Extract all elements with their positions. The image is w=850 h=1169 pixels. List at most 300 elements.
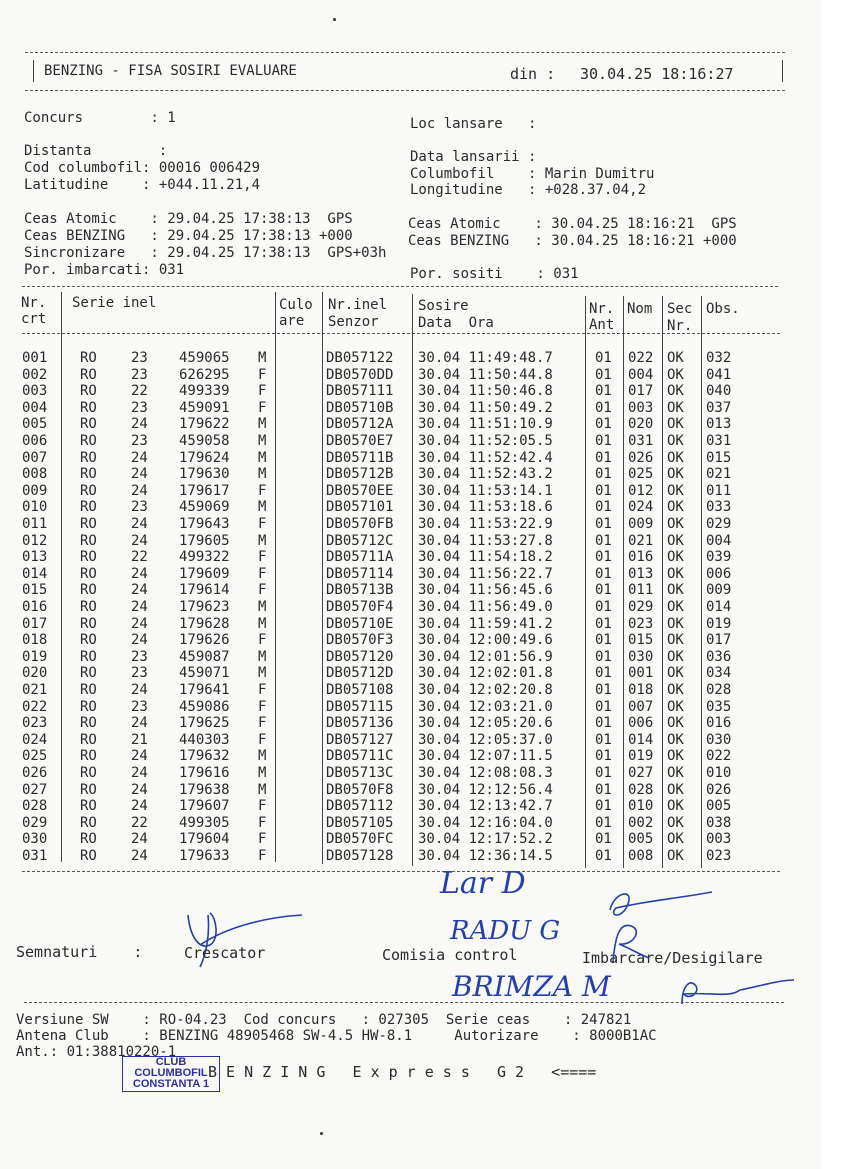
cell-sosire: 30.04 11:52:43.2: [418, 466, 553, 483]
cell-yr: 24: [131, 482, 148, 499]
cell-nrant: 01: [595, 765, 612, 781]
cell-ro: RO: [80, 565, 97, 582]
cell-sex: M: [258, 532, 267, 549]
cell-num: 179605: [179, 532, 230, 549]
cell-nr: 018: [22, 632, 48, 649]
page-margin: [822, 0, 850, 1169]
cell-inel: DB05712D: [326, 665, 394, 682]
cell-ro: RO: [80, 433, 97, 449]
cell-nom: 003: [628, 399, 654, 416]
cell-obs: 014: [706, 599, 732, 615]
cell-sosire: 30.04 12:08:08.3: [418, 765, 553, 781]
col-header-nom: Nom: [627, 301, 653, 317]
cell-yr: 24: [131, 615, 148, 632]
cell-inel: DB057115: [326, 698, 394, 715]
cell-yr: 24: [131, 532, 148, 549]
cell-num: 179638: [179, 781, 230, 798]
cell-obs: 010: [706, 765, 732, 781]
cell-sec: OK: [667, 798, 684, 815]
cell-ro: RO: [80, 383, 97, 400]
cell-num: 179643: [179, 516, 230, 532]
concurs-field: Concurs : 1: [24, 110, 176, 126]
cell-sex: M: [258, 765, 267, 781]
table-row: [0, 350, 822, 366]
cell-inel: DB057114: [326, 565, 394, 582]
cell-inel: DB0570F3: [326, 632, 394, 649]
cell-sec: OK: [667, 632, 684, 649]
cell-obs: 009: [706, 582, 732, 599]
cell-ro: RO: [80, 698, 97, 715]
col-header-senzor: Senzor: [328, 314, 379, 330]
cell-num: 179624: [179, 449, 230, 466]
cell-obs: 041: [706, 366, 732, 383]
cell-nom: 014: [628, 731, 654, 748]
table-row: [0, 499, 822, 515]
cell-yr: 24: [131, 632, 148, 649]
cell-inel: DB05712A: [326, 416, 394, 433]
cod-columbofil-field: Cod columbofil: 00016 006429: [24, 160, 261, 176]
cell-nrant: 01: [595, 499, 612, 516]
table-row: [0, 732, 822, 748]
table-row: [0, 383, 822, 399]
cell-nr: 006: [22, 433, 48, 449]
cell-inel: DB057127: [326, 731, 394, 748]
cell-obs: 016: [706, 715, 732, 732]
cell-num: 459065: [179, 350, 230, 366]
cell-nom: 011: [628, 582, 654, 599]
header-top-border: [25, 52, 785, 53]
cell-ro: RO: [80, 665, 97, 682]
cell-nom: 029: [628, 599, 654, 615]
cell-ro: RO: [80, 399, 97, 416]
cell-yr: 24: [131, 466, 148, 483]
cell-sosire: 30.04 11:52:05.5: [418, 433, 553, 449]
cell-obs: 030: [706, 731, 732, 748]
cell-obs: 032: [706, 350, 732, 366]
cell-sosire: 30.04 11:51:10.9: [418, 416, 553, 433]
cell-sec: OK: [667, 781, 684, 798]
cell-nom: 020: [628, 416, 654, 433]
cell-ro: RO: [80, 831, 97, 848]
table-row: [0, 848, 822, 864]
cell-nom: 027: [628, 765, 654, 781]
cell-num: 179617: [179, 482, 230, 499]
table-header-border: [22, 333, 780, 334]
cell-ro: RO: [80, 648, 97, 665]
cell-sex: F: [258, 632, 267, 649]
cell-sosire: 30.04 11:50:49.2: [418, 399, 553, 416]
cell-yr: 24: [131, 748, 148, 765]
cell-nom: 023: [628, 615, 654, 632]
cell-nrant: 01: [595, 665, 612, 682]
cell-sosire: 30.04 11:50:44.8: [418, 366, 553, 383]
cell-sec: OK: [667, 698, 684, 715]
cell-yr: 22: [131, 383, 148, 400]
cell-nrant: 01: [595, 350, 612, 366]
report-title: BENZING - FISA SOSIRI EVALUARE: [44, 63, 297, 79]
cell-ro: RO: [80, 682, 97, 698]
table-row: [0, 433, 822, 449]
cell-inel: DB057136: [326, 715, 394, 732]
col-header-culoare-2: are: [279, 313, 305, 329]
cell-nrant: 01: [595, 814, 612, 831]
cell-sex: F: [258, 383, 267, 400]
cell-sec: OK: [667, 433, 684, 449]
punch-mark: [333, 18, 336, 21]
handwritten-signature: RADU G: [450, 916, 561, 946]
cell-sex: F: [258, 682, 267, 698]
cell-nrant: 01: [595, 399, 612, 416]
crescator-signature-scribble: [170, 905, 310, 975]
col-header-data-ora: Data Ora: [418, 315, 494, 331]
cell-sosire: 30.04 11:56:45.6: [418, 582, 553, 599]
cell-obs: 029: [706, 516, 732, 532]
col-header-crt: crt: [21, 311, 47, 327]
cell-sex: M: [258, 449, 267, 466]
cell-sec: OK: [667, 416, 684, 433]
cell-yr: 24: [131, 781, 148, 798]
cell-inel: DB0570F8: [326, 781, 394, 798]
col-header-sec-nr: Nr.: [667, 318, 693, 334]
cell-yr: 24: [131, 449, 148, 466]
cell-nr: 019: [22, 648, 48, 665]
cell-sosire: 30.04 12:05:20.6: [418, 715, 553, 732]
cell-yr: 24: [131, 582, 148, 599]
longitudine-field: Longitudine : +028.37.04,2: [410, 182, 647, 198]
stamp-line: CONSTANTA 1: [132, 1078, 210, 1090]
cell-num: 499305: [179, 814, 230, 831]
cell-nom: 006: [628, 715, 654, 732]
cell-obs: 003: [706, 831, 732, 848]
cell-obs: 019: [706, 615, 732, 632]
cell-nr: 012: [22, 532, 48, 549]
cell-ro: RO: [80, 748, 97, 765]
cell-yr: 22: [131, 814, 148, 831]
cell-obs: 017: [706, 632, 732, 649]
table-row: [0, 416, 822, 432]
columbofil-field: Columbofil : Marin Dumitru: [410, 166, 655, 182]
cell-nr: 008: [22, 466, 48, 483]
latitudine-field: Latitudine : +044.11.21,4: [24, 177, 261, 193]
cell-ro: RO: [80, 615, 97, 632]
cell-ro: RO: [80, 516, 97, 532]
cell-nom: 019: [628, 748, 654, 765]
cell-ro: RO: [80, 482, 97, 499]
cell-yr: 23: [131, 350, 148, 366]
table-row: [0, 665, 822, 681]
cell-nrant: 01: [595, 748, 612, 765]
cell-sex: F: [258, 715, 267, 732]
cell-yr: 24: [131, 798, 148, 815]
cell-sosire: 30.04 11:54:18.2: [418, 549, 553, 566]
cell-ro: RO: [80, 765, 97, 781]
cell-sec: OK: [667, 615, 684, 632]
table-row: [0, 616, 822, 632]
cell-nom: 001: [628, 665, 654, 682]
cell-inel: DB057108: [326, 682, 394, 698]
cell-sec: OK: [667, 665, 684, 682]
cell-sex: F: [258, 516, 267, 532]
cell-nom: 016: [628, 549, 654, 566]
cell-sex: F: [258, 731, 267, 748]
cell-nom: 010: [628, 798, 654, 815]
cell-num: 459071: [179, 665, 230, 682]
cell-sec: OK: [667, 682, 684, 698]
cell-num: 179604: [179, 831, 230, 848]
cell-nrant: 01: [595, 433, 612, 449]
cell-num: 459091: [179, 399, 230, 416]
cell-sosire: 30.04 12:05:37.0: [418, 731, 553, 748]
cell-nr: 010: [22, 499, 48, 516]
cell-yr: 24: [131, 831, 148, 848]
cell-num: 179633: [179, 848, 230, 864]
cell-nom: 004: [628, 366, 654, 383]
cell-sex: F: [258, 798, 267, 815]
table-row: [0, 632, 822, 648]
cell-obs: 015: [706, 449, 732, 466]
table-row: [0, 582, 822, 598]
cell-nrant: 01: [595, 698, 612, 715]
cell-yr: 23: [131, 665, 148, 682]
cell-nom: 018: [628, 682, 654, 698]
cell-sex: F: [258, 565, 267, 582]
cell-sec: OK: [667, 449, 684, 466]
cell-sosire: 30.04 11:53:22.9: [418, 516, 553, 532]
cell-num: 459069: [179, 499, 230, 516]
cell-num: 179641: [179, 682, 230, 698]
cell-yr: 24: [131, 682, 148, 698]
cell-nrant: 01: [595, 648, 612, 665]
table-row: [0, 699, 822, 715]
cell-sosire: 30.04 12:17:52.2: [418, 831, 553, 848]
ceas-benzing-end: Ceas BENZING : 30.04.25 18:16:21 +000: [408, 233, 737, 249]
cell-num: 179630: [179, 466, 230, 483]
cell-inel: DB057122: [326, 350, 394, 366]
cell-sex: M: [258, 665, 267, 682]
cell-nr: 021: [22, 682, 48, 698]
cell-sosire: 30.04 12:12:56.4: [418, 781, 553, 798]
cell-inel: DB05713C: [326, 765, 394, 781]
col-header-nr-ant: Nr.: [589, 301, 615, 317]
cell-nom: 031: [628, 433, 654, 449]
cell-nom: 013: [628, 565, 654, 582]
cell-sosire: 30.04 12:36:14.5: [418, 848, 553, 864]
cell-nr: 024: [22, 731, 48, 748]
cell-sosire: 30.04 11:49:48.7: [418, 350, 553, 366]
cell-obs: 039: [706, 549, 732, 566]
cell-sec: OK: [667, 748, 684, 765]
cell-num: 179622: [179, 416, 230, 433]
cell-yr: 24: [131, 416, 148, 433]
header-left-border: [33, 60, 34, 82]
cell-sosire: 30.04 11:53:14.1: [418, 482, 553, 499]
cell-yr: 23: [131, 648, 148, 665]
ceas-benzing-start: Ceas BENZING : 29.04.25 17:38:13 +000: [24, 228, 353, 244]
cell-inel: DB05711A: [326, 549, 394, 566]
cell-sosire: 30.04 12:02:01.8: [418, 665, 553, 682]
cell-num: 179616: [179, 765, 230, 781]
cell-ro: RO: [80, 350, 97, 366]
table-row: [0, 765, 822, 781]
cell-nom: 026: [628, 449, 654, 466]
ceas-atomic-end: Ceas Atomic : 30.04.25 18:16:21 GPS: [408, 216, 737, 232]
cell-sosire: 30.04 12:16:04.0: [418, 814, 553, 831]
col-header-sosire: Sosire: [418, 298, 469, 314]
cell-nr: 002: [22, 366, 48, 383]
cell-inel: DB05713B: [326, 582, 394, 599]
cell-sec: OK: [667, 731, 684, 748]
cell-nrant: 01: [595, 715, 612, 732]
benzing-express-line: B E N Z I N G E x p r e s s G 2 <====: [208, 1063, 597, 1081]
cell-num: 179628: [179, 615, 230, 632]
cell-num: 626295: [179, 366, 230, 383]
cell-inel: DB0570FC: [326, 831, 394, 848]
cell-inel: DB057128: [326, 848, 394, 864]
table-row: [0, 748, 822, 764]
cell-inel: DB0570F4: [326, 599, 394, 615]
cell-inel: DB057111: [326, 383, 394, 400]
cell-nrant: 01: [595, 366, 612, 383]
cell-obs: 040: [706, 383, 732, 400]
cell-obs: 035: [706, 698, 732, 715]
stamp-line: CLUB: [155, 1056, 187, 1068]
cell-sex: M: [258, 748, 267, 765]
cell-inel: DB0570EE: [326, 482, 394, 499]
cell-sec: OK: [667, 848, 684, 864]
cell-yr: 23: [131, 399, 148, 416]
cell-sec: OK: [667, 532, 684, 549]
cell-nrant: 01: [595, 848, 612, 864]
final-signature-scribble: [670, 972, 800, 1012]
cell-yr: 24: [131, 715, 148, 732]
cell-nrant: 01: [595, 449, 612, 466]
report-date-label: din :: [510, 65, 556, 83]
cell-obs: 028: [706, 682, 732, 698]
cell-obs: 026: [706, 781, 732, 798]
cell-num: 179626: [179, 632, 230, 649]
cell-sosire: 30.04 12:00:49.6: [418, 632, 553, 649]
cell-nr: 013: [22, 549, 48, 566]
cell-obs: 036: [706, 648, 732, 665]
cell-ro: RO: [80, 366, 97, 383]
cell-ro: RO: [80, 798, 97, 815]
cell-sec: OK: [667, 582, 684, 599]
header-right-border: [782, 60, 783, 82]
cell-sec: OK: [667, 765, 684, 781]
cell-obs: 006: [706, 565, 732, 582]
cell-nr: 005: [22, 416, 48, 433]
cell-nom: 007: [628, 698, 654, 715]
cell-num: 440303: [179, 731, 230, 748]
cell-sex: M: [258, 781, 267, 798]
cell-yr: 21: [131, 731, 148, 748]
cell-nr: 027: [22, 781, 48, 798]
cell-ro: RO: [80, 466, 97, 483]
cell-nr: 004: [22, 399, 48, 416]
cell-nrant: 01: [595, 599, 612, 615]
cell-obs: 021: [706, 466, 732, 483]
cell-inel: DB057120: [326, 648, 394, 665]
cell-nom: 002: [628, 814, 654, 831]
ceas-atomic-start: Ceas Atomic : 29.04.25 17:38:13 GPS: [24, 211, 353, 227]
cell-sosire: 30.04 11:56:49.0: [418, 599, 553, 615]
cell-obs: 023: [706, 848, 732, 864]
cell-inel: DB0570E7: [326, 433, 394, 449]
punch-mark: [320, 1132, 323, 1135]
cell-sosire: 30.04 11:50:46.8: [418, 383, 553, 400]
cell-ro: RO: [80, 715, 97, 732]
cell-nom: 022: [628, 350, 654, 366]
cell-nom: 008: [628, 848, 654, 864]
table-row: [0, 516, 822, 532]
cell-inel: DB057112: [326, 798, 394, 815]
cell-sec: OK: [667, 499, 684, 516]
cell-sex: M: [258, 499, 267, 516]
cell-inel: DB057105: [326, 814, 394, 831]
table-row: [0, 715, 822, 731]
cell-ro: RO: [80, 449, 97, 466]
cell-sec: OK: [667, 565, 684, 582]
cell-num: 459087: [179, 648, 230, 665]
cell-obs: 004: [706, 532, 732, 549]
cell-num: 179623: [179, 599, 230, 615]
cell-yr: 24: [131, 599, 148, 615]
cell-num: 459058: [179, 433, 230, 449]
cell-sosire: 30.04 11:59:41.2: [418, 615, 553, 632]
table-bottom-border: [22, 871, 780, 872]
cell-sex: F: [258, 582, 267, 599]
cell-sosire: 30.04 11:52:42.4: [418, 449, 553, 466]
cell-nr: 031: [22, 848, 48, 864]
cell-nrant: 01: [595, 682, 612, 698]
cell-nr: 026: [22, 765, 48, 781]
header-bottom-border: [25, 90, 785, 91]
handwritten-signature: Lar D: [440, 866, 526, 901]
cell-ro: RO: [80, 416, 97, 433]
cell-yr: 23: [131, 433, 148, 449]
cell-obs: 033: [706, 499, 732, 516]
cell-sec: OK: [667, 549, 684, 566]
cell-sec: OK: [667, 599, 684, 615]
cell-obs: 034: [706, 665, 732, 682]
cell-sec: OK: [667, 516, 684, 532]
cell-nom: 015: [628, 632, 654, 649]
cell-num: 179625: [179, 715, 230, 732]
cell-num: 499339: [179, 383, 230, 400]
cell-sex: F: [258, 698, 267, 715]
cell-nom: 012: [628, 482, 654, 499]
cell-nrant: 01: [595, 416, 612, 433]
col-header-nr-inel: Nr.inel: [328, 297, 388, 313]
versiune-sw-line: Versiune SW : RO-04.23 Cod concurs : 027305 Serie ceas : 247821: [16, 1012, 632, 1028]
cell-nrant: 01: [595, 466, 612, 483]
crescator-label: Crescator: [184, 944, 266, 962]
cell-obs: 013: [706, 416, 732, 433]
cell-yr: 23: [131, 499, 148, 516]
cell-ro: RO: [80, 532, 97, 549]
cell-sec: OK: [667, 399, 684, 416]
report-date-value: 30.04.25 18:16:27: [580, 65, 734, 83]
cell-sosire: 30.04 11:56:22.7: [418, 565, 553, 582]
cell-inel: DB05711B: [326, 449, 394, 466]
cell-nrant: 01: [595, 615, 612, 632]
cell-nr: 014: [22, 565, 48, 582]
cell-inel: DB05710B: [326, 399, 394, 416]
cell-yr: 23: [131, 366, 148, 383]
cell-num: 499322: [179, 549, 230, 566]
cell-sec: OK: [667, 831, 684, 848]
cell-sec: OK: [667, 350, 684, 366]
